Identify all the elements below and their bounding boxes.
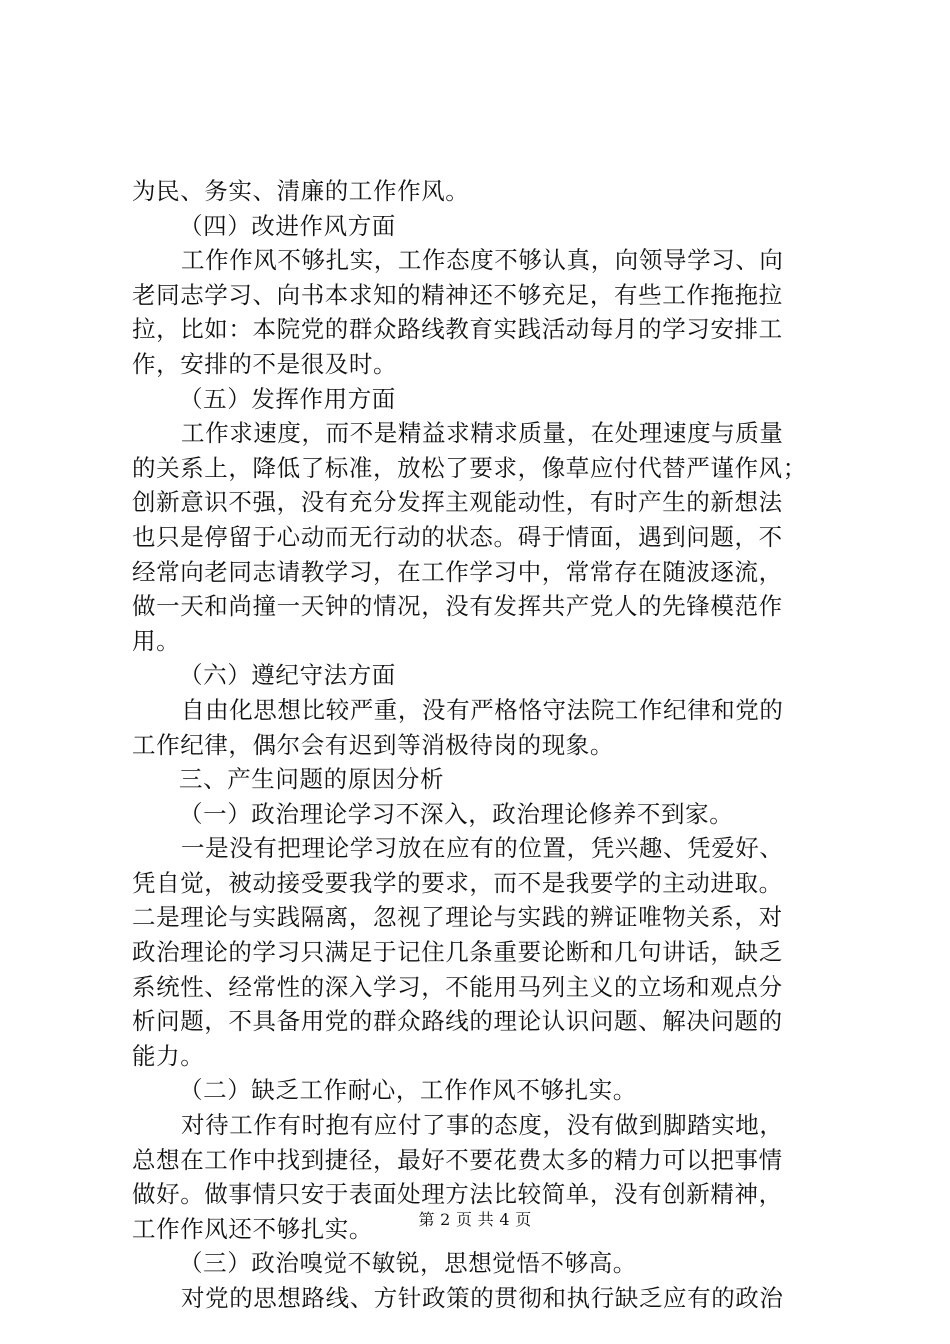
text-line: 对党的思想路线、方针政策的贯彻和执行缺乏应有的政治 [181,1284,784,1312]
text-line: （一）政治理论学习不深入，政治理论修养不到家。 [179,799,734,828]
text-line: 系统性、经常性的深入学习，不能用马列主义的立场和观点分 [132,972,783,1001]
text-line: 对待工作有时抱有应付了事的态度，没有做到脚踏实地， [181,1111,784,1140]
text-line: 为民、务实、清廉的工作作风。 [132,177,470,205]
text-line: 三、产生问题的原因分析 [179,765,445,794]
text-line: （六）遵纪守法方面 [179,661,396,690]
text-line: 用。 [132,626,181,655]
text-line: 工作求速度，而不是精益求精求质量，在处理速度与质量 [181,419,784,448]
text-line: 一是没有把理论学习放在应有的位置，凭兴趣、凭爱好、 [181,834,784,863]
text-line: （二）缺乏工作耐心，工作作风不够扎实。 [179,1076,637,1105]
text-line: 经常向老同志请教学习，在工作学习中，常常存在随波逐流， [132,557,783,586]
text-line: 凭自觉，被动接受要我学的要求，而不是我要学的主动进取。 [132,868,783,897]
text-line: 总想在工作中找到捷径，最好不要花费太多的精力可以把事情 [132,1145,783,1174]
document-body [132,174,832,1316]
text-line: 二是理论与实践隔离，忽视了理论与实践的辨证唯物关系，对 [132,903,783,932]
text-line: （四）改进作风方面 [179,211,396,240]
text-line: 也只是停留于心动而无行动的状态。碍于情面，遇到问题，不 [132,522,783,551]
text-line: 作，安排的不是很及时。 [132,349,398,378]
text-line: 自由化思想比较严重，没有严格恪守法院工作纪律和党的 [181,695,784,724]
text-line: 能力。 [132,1041,205,1070]
text-line: 做一天和尚撞一天钟的情况，没有发挥共产党人的先锋模范作 [132,592,783,621]
text-line: 老同志学习、向书本求知的精神还不够充足，有些工作拖拖拉 [132,280,783,309]
text-line: 的关系上，降低了标准，放松了要求，像草应付代替严谨作风； [132,453,807,482]
text-line: 做好。做事情只安于表面处理方法比较简单，没有创新精神， [132,1180,783,1209]
text-line: 拉，比如：本院党的群众路线教育实践活动每月的学习安排工 [132,315,783,344]
text-line: （五）发挥作用方面 [179,384,396,413]
text-line: 析问题，不具备用党的群众路线的理论认识问题、解决问题的 [132,1007,783,1036]
page-footer: 第 2 页 共 4 页 [418,1210,532,1229]
text-line: 工作作风不够扎实，工作态度不够认真，向领导学习、向 [181,246,784,275]
text-line: 创新意识不强，没有充分发挥主观能动性，有时产生的新想法 [132,488,783,517]
text-line: 工作作风还不够扎实。 [132,1214,373,1243]
text-line: 政治理论的学习只满足于记住几条重要论断和几句讲话，缺乏 [132,938,783,967]
text-line: 工作纪律，偶尔会有迟到等消极待岗的现象。 [132,730,614,759]
text-line: （三）政治嗅觉不敏锐，思想觉悟不够高。 [179,1249,637,1278]
